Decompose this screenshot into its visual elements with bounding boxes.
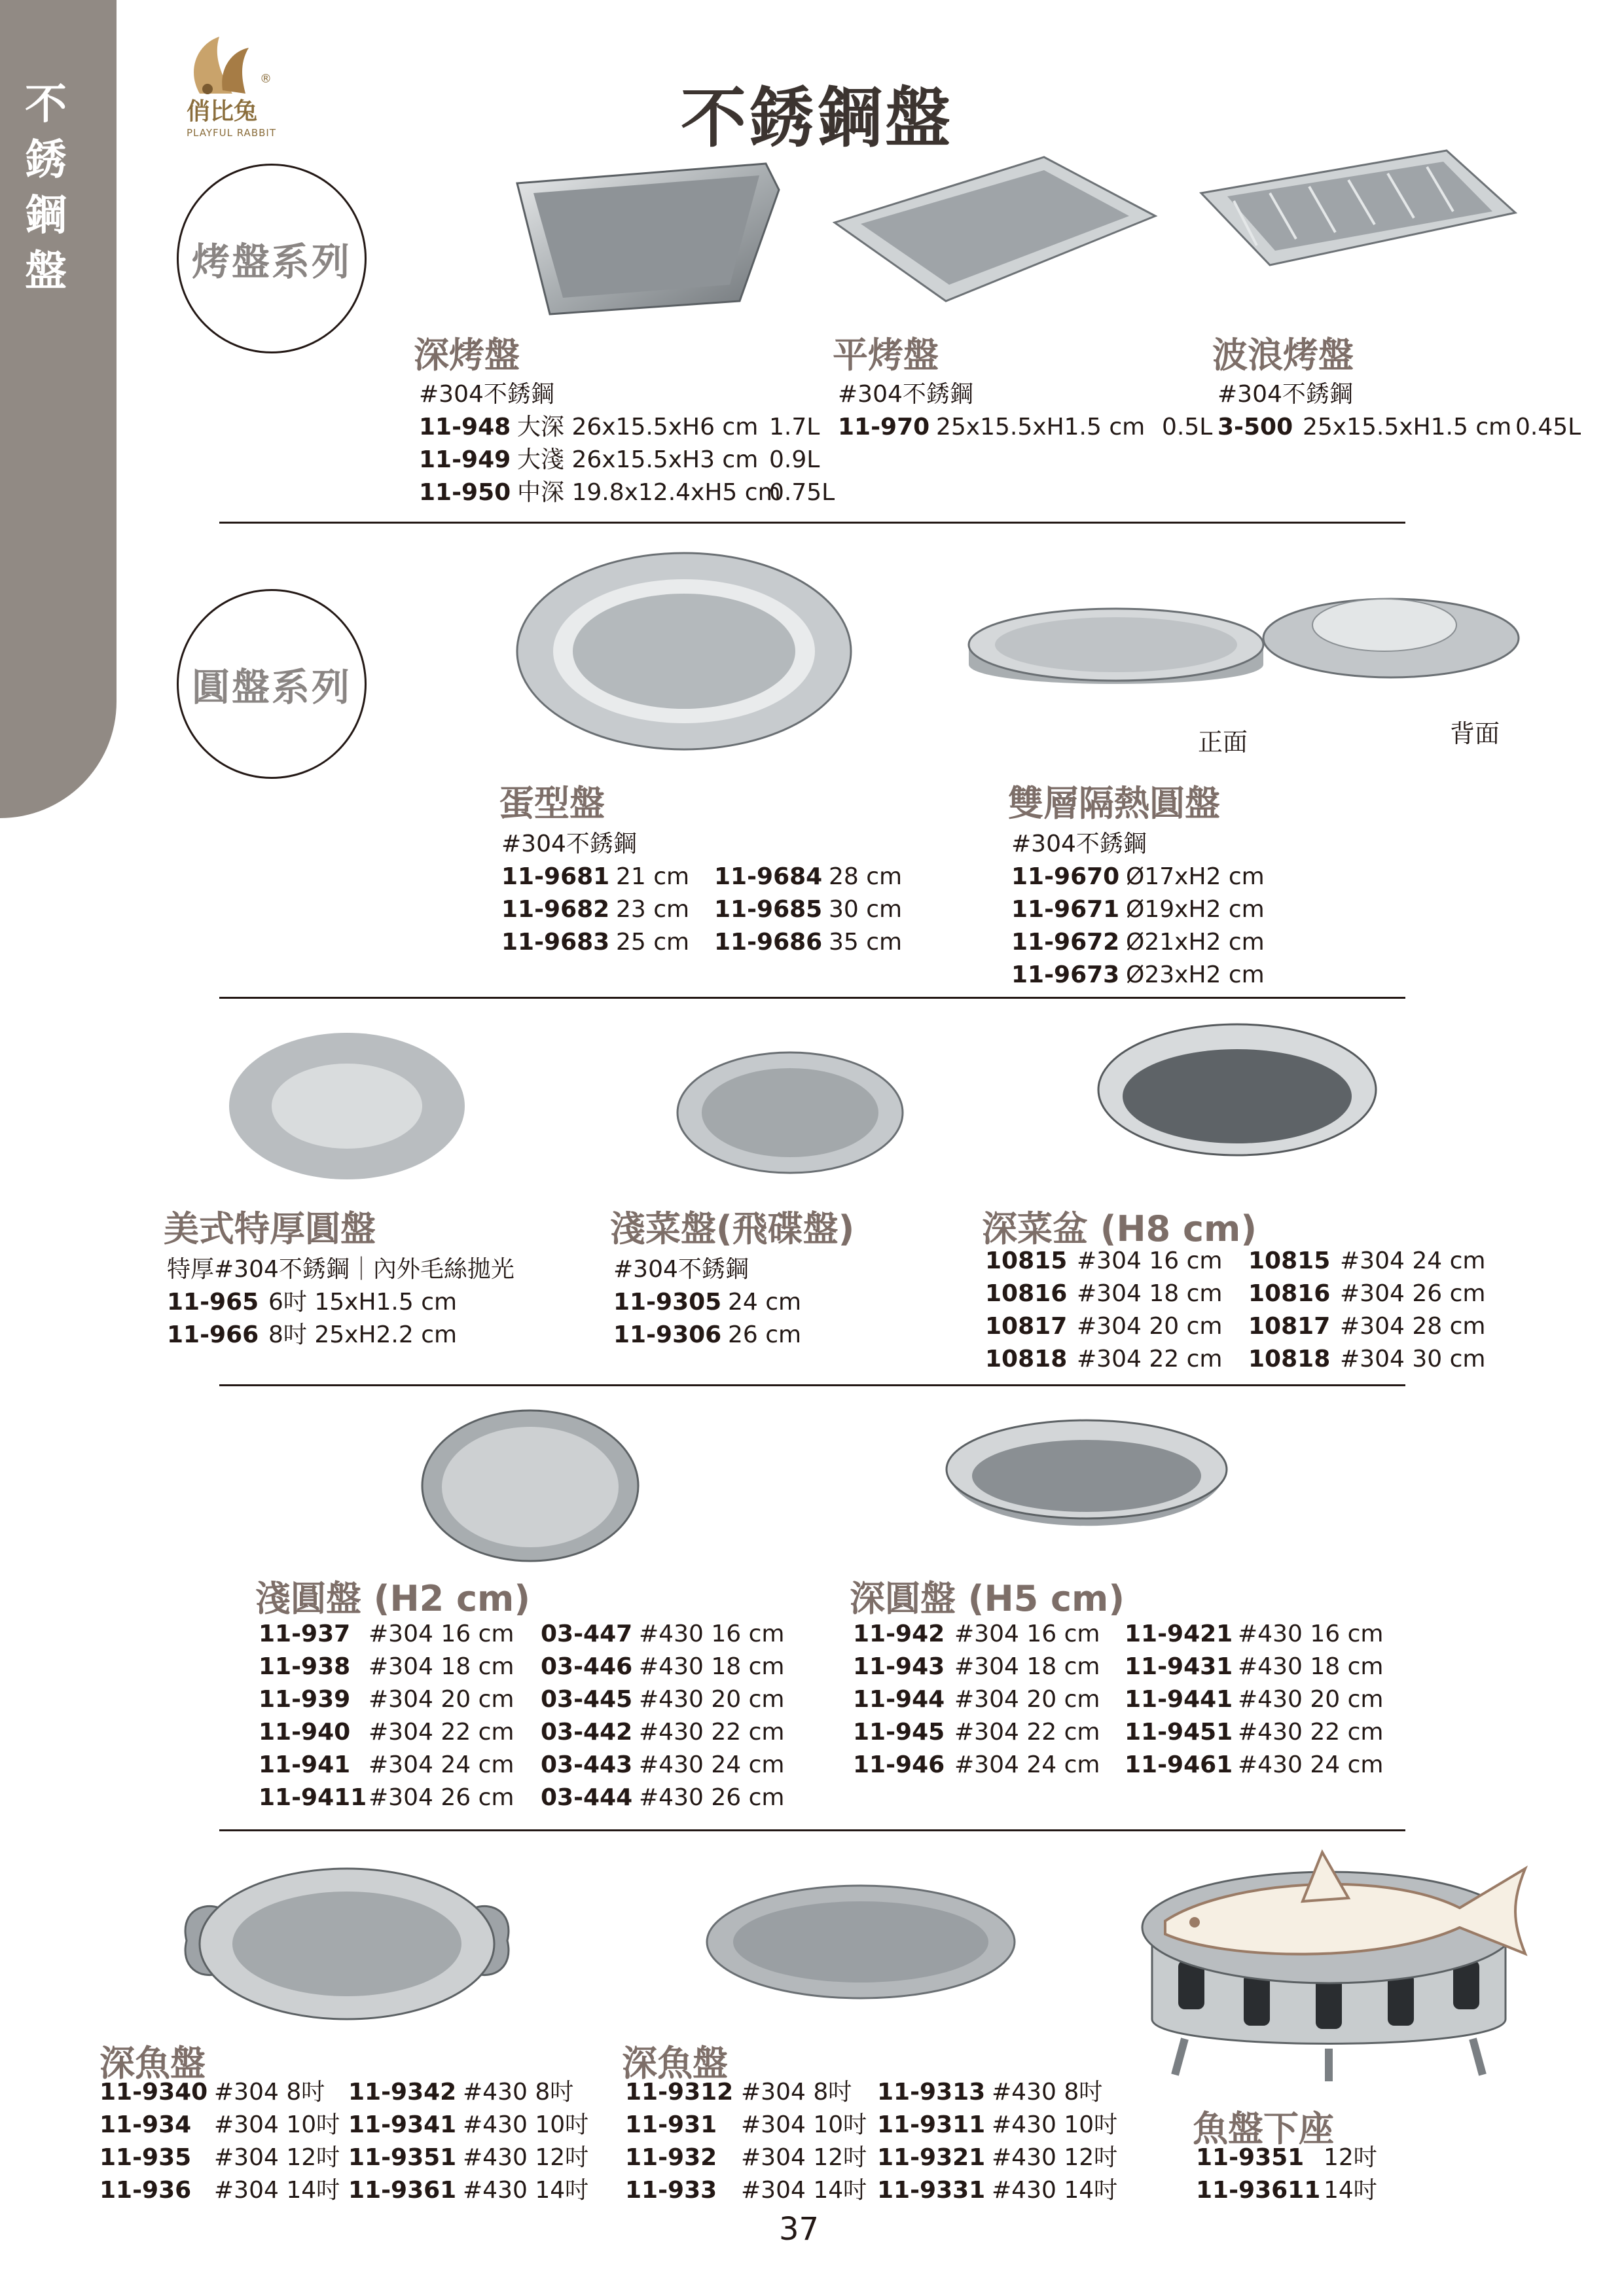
product-size: #430 22 cm	[639, 1719, 785, 1746]
product-code: 11-940	[259, 1719, 351, 1746]
product-size: Ø23xH2 cm	[1126, 961, 1265, 988]
product-code: 03-447	[541, 1621, 633, 1647]
product-size: #304 16 cm	[369, 1621, 514, 1647]
product-size: #304 14吋	[214, 2177, 340, 2204]
product-code: 10817	[1248, 1313, 1331, 1340]
fish-plate-stand-image	[1106, 1842, 1551, 2085]
fish-base-title: 魚盤下座	[1193, 2108, 1334, 2149]
spec-row	[99, 2174, 588, 2207]
flat-bake-specs	[838, 378, 1212, 444]
product-size: #304 26 cm	[369, 1784, 514, 1811]
product-size: 25x15.5xH1.5 cm	[1303, 414, 1512, 440]
spec-row	[838, 411, 1212, 444]
spec-row	[99, 2109, 588, 2142]
fish-base-specs	[1196, 2142, 1377, 2207]
product-code: 11-9331	[877, 2177, 986, 2204]
material-label: #304不銹鋼	[501, 831, 637, 857]
product-size: #430 20 cm	[639, 1686, 785, 1713]
product-code: 11-935	[99, 2144, 192, 2171]
product-code: 03-442	[541, 1719, 633, 1746]
product-code: 11-9670	[1011, 863, 1120, 890]
material-label: 特厚#304不銹鋼｜內外毛絲拋光	[167, 1256, 514, 1283]
product-size: #430 22 cm	[1238, 1719, 1384, 1746]
product-code: 10815	[1248, 1247, 1331, 1274]
product-size: #430 20 cm	[1238, 1686, 1384, 1713]
product-code: 11-933	[625, 2177, 717, 2204]
product-size: 35 cm	[829, 929, 903, 956]
american-plate-title: 美式特厚圓盤	[164, 1208, 376, 1249]
product-code: 11-9673	[1011, 961, 1120, 988]
product-code: 11-9312	[625, 2079, 734, 2106]
section-divider	[219, 522, 1405, 524]
wave-bake-pan-image	[1198, 147, 1519, 278]
product-size: #304 22 cm	[1077, 1346, 1223, 1372]
american-plate-image	[226, 1028, 468, 1185]
spec-row	[419, 476, 835, 509]
flat-bake-pan-image	[828, 151, 1162, 314]
product-size: #304 16 cm	[954, 1621, 1100, 1647]
double-plate-title: 雙層隔熱圓盤	[1008, 783, 1220, 824]
product-code: 11-966	[167, 1321, 259, 1348]
product-size: 26 cm	[728, 1321, 802, 1348]
spec-row	[985, 1343, 1485, 1376]
brand-logo	[160, 31, 291, 143]
spec-row	[613, 1286, 801, 1319]
spec-row	[1011, 893, 1265, 926]
product-code: 11-9351	[348, 2144, 457, 2171]
product-size: #430 10吋	[463, 2111, 589, 2138]
registered-mark: ®	[260, 72, 272, 86]
side-tab-char: 不	[25, 81, 67, 129]
material-label: #304不銹鋼	[419, 381, 554, 408]
product-code: 11-9684	[714, 863, 823, 890]
product-size: 12吋	[1324, 2144, 1377, 2171]
product-size: 30 cm	[829, 896, 903, 923]
side-tab-char: 銹	[25, 136, 67, 185]
egg-plate-specs	[501, 828, 902, 959]
page-number: 37	[779, 2211, 820, 2248]
product-code: 11-9411	[259, 1784, 367, 1811]
fish-plate-oval-image	[704, 1882, 1018, 2003]
side-category-tab	[0, 0, 117, 818]
product-code: 10818	[1248, 1346, 1331, 1372]
product-code: 10816	[985, 1280, 1068, 1307]
product-code: 11-9311	[877, 2111, 986, 2138]
product-code: 11-9306	[613, 1321, 722, 1348]
spec-row	[259, 1749, 784, 1782]
product-size: #430 24 cm	[639, 1751, 785, 1778]
product-code: 11-945	[853, 1719, 945, 1746]
product-size: 21 cm	[616, 863, 690, 890]
product-code: 11-941	[259, 1751, 351, 1778]
american-plate-specs	[167, 1253, 514, 1352]
product-size: #430 12吋	[992, 2144, 1118, 2171]
product-size: 23 cm	[616, 896, 690, 923]
product-size: #304 18 cm	[1077, 1280, 1223, 1307]
product-code: 11-936	[99, 2177, 192, 2204]
product-size: #304 30 cm	[1340, 1346, 1486, 1372]
product-size: #304 14吋	[741, 2177, 867, 2204]
spec-row	[501, 861, 902, 893]
product-code: 11-948	[419, 414, 511, 440]
back-view-label: 背面	[1450, 719, 1500, 748]
product-code: 11-939	[259, 1686, 351, 1713]
spec-row	[167, 1286, 514, 1319]
product-size: #430 18 cm	[639, 1653, 785, 1680]
product-size: #430 8吋	[992, 2079, 1103, 2106]
product-code: 11-9441	[1125, 1686, 1233, 1713]
series-label-text: 烤盤系列	[191, 240, 352, 284]
product-code: 11-9683	[501, 929, 610, 956]
product-size: 6吋 15xH1.5 cm	[268, 1289, 458, 1316]
product-size: #304 24 cm	[954, 1751, 1100, 1778]
product-code: 10818	[985, 1346, 1068, 1372]
product-size: #304 24 cm	[1340, 1247, 1486, 1274]
product-code: 11-9682	[501, 896, 610, 923]
product-size: #304 20 cm	[954, 1686, 1100, 1713]
product-code: 11-9313	[877, 2079, 986, 2106]
spec-row	[1218, 411, 1581, 444]
product-code: 11-9671	[1011, 896, 1120, 923]
material-label: #304不銹鋼	[613, 1256, 749, 1283]
spec-row	[1011, 926, 1265, 959]
saucer-plate-image	[674, 1047, 907, 1178]
spec-row	[1196, 2142, 1377, 2174]
product-capacity: 0.45L	[1515, 414, 1581, 440]
spec-row	[625, 2174, 1117, 2207]
fish-plate-handled-image	[173, 1862, 520, 2036]
product-code: 11-949	[419, 446, 511, 473]
product-code: 11-931	[625, 2111, 717, 2138]
product-size: #430 14吋	[992, 2177, 1118, 2204]
double-plate-specs	[1011, 828, 1265, 992]
product-size: #430 18 cm	[1238, 1653, 1384, 1680]
product-code: 11-9681	[501, 863, 610, 890]
spec-row	[985, 1278, 1485, 1310]
egg-plate-image	[514, 547, 854, 756]
product-code: 11-932	[625, 2144, 717, 2171]
product-code: 11-9686	[714, 929, 823, 956]
product-code: 11-943	[853, 1653, 945, 1680]
product-size: #304 10吋	[741, 2111, 867, 2138]
product-size: 24 cm	[728, 1289, 802, 1316]
egg-plate-title: 蛋型盤	[499, 783, 605, 824]
product-code: 11-946	[853, 1751, 945, 1778]
deep-basin-title: 深菜盆 (H8 cm)	[982, 1208, 1257, 1249]
fish-plate-2-specs	[625, 2076, 1117, 2207]
product-code: 3-500	[1218, 414, 1293, 440]
product-code: 11-9340	[99, 2079, 208, 2106]
deep-round-plate-image	[943, 1414, 1231, 1551]
product-code: 10816	[1248, 1280, 1331, 1307]
spec-row	[99, 2076, 588, 2109]
wave-bake-specs	[1218, 378, 1581, 444]
product-code: 03-445	[541, 1686, 633, 1713]
product-size: #304 12吋	[741, 2144, 867, 2171]
front-view-label: 正面	[1198, 728, 1248, 757]
spec-row	[625, 2076, 1117, 2109]
product-size: #304 22 cm	[369, 1719, 514, 1746]
product-size: #304 18 cm	[954, 1653, 1100, 1680]
product-size: #304 10吋	[214, 2111, 340, 2138]
rabbit-logo-icon	[160, 31, 291, 97]
shallow-round-specs	[259, 1618, 784, 1814]
section-divider	[219, 1384, 1405, 1386]
fish-plate-2-title: 深魚盤	[622, 2043, 728, 2084]
product-size: #304 18 cm	[369, 1653, 514, 1680]
product-size: 28 cm	[829, 863, 903, 890]
side-tab-char: 鋼	[25, 192, 67, 240]
double-plate-back-image	[1260, 586, 1522, 691]
product-code: 11-9421	[1125, 1621, 1233, 1647]
deep-bake-title: 深烤盤	[414, 334, 520, 376]
product-capacity: 0.75L	[769, 479, 835, 506]
product-code: 11-9321	[877, 2144, 986, 2171]
saucer-plate-title: 淺菜盤(飛碟盤)	[610, 1208, 855, 1249]
product-size: 25 cm	[616, 929, 690, 956]
product-code: 11-9685	[714, 896, 823, 923]
fish-plate-1-title: 深魚盤	[99, 2043, 206, 2084]
product-code: 10815	[985, 1247, 1068, 1274]
product-capacity: 1.7L	[769, 414, 820, 440]
spec-row	[419, 444, 835, 476]
spec-row	[625, 2109, 1117, 2142]
spec-row	[501, 926, 902, 959]
product-size: Ø17xH2 cm	[1126, 863, 1265, 890]
product-size: #304 22 cm	[954, 1719, 1100, 1746]
product-size: #304 8吋	[741, 2079, 852, 2106]
brand-name: 俏比兔	[187, 98, 258, 125]
spec-row	[259, 1782, 784, 1814]
spec-row	[853, 1716, 1383, 1749]
product-size: 25x15.5xH1.5 cm	[936, 414, 1146, 440]
shallow-round-plate-image	[419, 1407, 641, 1564]
spec-row	[985, 1310, 1485, 1343]
spec-row	[167, 1319, 514, 1352]
spec-row	[1196, 2174, 1377, 2207]
deep-round-title: 深圓盤 (H5 cm)	[850, 1578, 1125, 1619]
product-capacity: 0.5L	[1162, 414, 1213, 440]
series-label-text: 圓盤系列	[191, 665, 352, 709]
deep-bake-pan-image	[504, 151, 785, 321]
product-size: #304 20 cm	[369, 1686, 514, 1713]
series-label-round	[177, 589, 367, 779]
product-code: 11-944	[853, 1686, 945, 1713]
product-code: 10817	[985, 1313, 1068, 1340]
product-code: 11-938	[259, 1653, 351, 1680]
product-code: 03-446	[541, 1653, 633, 1680]
product-size: #304 24 cm	[369, 1751, 514, 1778]
saucer-plate-specs	[613, 1253, 801, 1352]
deep-basin-image	[1093, 1018, 1381, 1198]
side-tab-char: 盤	[25, 247, 67, 296]
product-size: #430 14吋	[463, 2177, 589, 2204]
product-size: #304 8吋	[214, 2079, 325, 2106]
spec-row	[419, 411, 835, 444]
spec-row	[613, 1319, 801, 1352]
product-size: 大淺 26x15.5xH3 cm	[517, 446, 759, 473]
product-size: 中深 19.8x12.4xH5 cm	[517, 479, 781, 506]
spec-row	[1011, 959, 1265, 992]
product-code: 11-9342	[348, 2079, 457, 2106]
product-size: #430 16 cm	[639, 1621, 785, 1647]
material-label: #304不銹鋼	[1011, 831, 1147, 857]
product-code: 11-9361	[348, 2177, 457, 2204]
section-divider	[219, 1829, 1405, 1831]
product-size: #430 10吋	[992, 2111, 1118, 2138]
spec-row	[501, 893, 902, 926]
fish-plate-1-specs	[99, 2076, 588, 2207]
deep-round-specs	[853, 1618, 1383, 1782]
product-size: #304 28 cm	[1340, 1313, 1486, 1340]
product-size: 8吋 25xH2.2 cm	[268, 1321, 458, 1348]
spec-row	[99, 2142, 588, 2174]
product-code: 11-9451	[1125, 1719, 1233, 1746]
spec-row	[259, 1651, 784, 1683]
product-size: #430 24 cm	[1238, 1751, 1384, 1778]
product-code: 11-9461	[1125, 1751, 1233, 1778]
spec-row	[853, 1651, 1383, 1683]
spec-row	[259, 1716, 784, 1749]
product-code: 11-9305	[613, 1289, 722, 1316]
product-size: #304 16 cm	[1077, 1247, 1223, 1274]
product-code: 11-9351	[1196, 2144, 1305, 2171]
product-code: 11-965	[167, 1289, 259, 1316]
product-code: 11-970	[838, 414, 930, 440]
product-size: #304 20 cm	[1077, 1313, 1223, 1340]
product-code: 11-937	[259, 1621, 351, 1647]
product-size: #430 12吋	[463, 2144, 589, 2171]
deep-bake-specs	[419, 378, 835, 509]
section-divider	[219, 997, 1405, 999]
flat-bake-title: 平烤盤	[833, 334, 939, 376]
product-code: 11-9341	[348, 2111, 457, 2138]
product-code: 11-93611	[1196, 2177, 1321, 2204]
double-plate-front-image	[965, 592, 1267, 704]
spec-row	[985, 1245, 1485, 1278]
product-code: 11-9431	[1125, 1653, 1233, 1680]
spec-row	[853, 1683, 1383, 1716]
product-capacity: 0.9L	[769, 446, 820, 473]
product-size: 大深 26x15.5xH6 cm	[517, 414, 759, 440]
product-code: 11-950	[419, 479, 511, 506]
shallow-round-title: 淺圓盤 (H2 cm)	[255, 1578, 531, 1619]
brand-name-en: PLAYFUL RABBIT	[187, 127, 276, 139]
spec-row	[853, 1749, 1383, 1782]
product-code: 11-9672	[1011, 929, 1120, 956]
spec-row	[259, 1618, 784, 1651]
product-size: Ø21xH2 cm	[1126, 929, 1265, 956]
product-size: #430 26 cm	[639, 1784, 785, 1811]
product-size: #430 8吋	[463, 2079, 574, 2106]
spec-row	[1011, 861, 1265, 893]
material-label: #304不銹鋼	[1218, 381, 1353, 408]
product-size: #304 26 cm	[1340, 1280, 1486, 1307]
product-size: #304 12吋	[214, 2144, 340, 2171]
deep-basin-specs	[985, 1245, 1485, 1376]
product-size: 14吋	[1324, 2177, 1377, 2204]
wave-bake-title: 波浪烤盤	[1212, 334, 1354, 376]
product-code: 03-443	[541, 1751, 633, 1778]
product-code: 03-444	[541, 1784, 633, 1811]
product-code: 11-942	[853, 1621, 945, 1647]
spec-row	[259, 1683, 784, 1716]
spec-row	[853, 1618, 1383, 1651]
product-size: Ø19xH2 cm	[1126, 896, 1265, 923]
page-title: 不銹鋼盤	[681, 80, 953, 156]
material-label: #304不銹鋼	[838, 381, 973, 408]
product-size: #430 16 cm	[1238, 1621, 1384, 1647]
series-label-bake	[177, 164, 367, 353]
product-code: 11-934	[99, 2111, 192, 2138]
spec-row	[625, 2142, 1117, 2174]
